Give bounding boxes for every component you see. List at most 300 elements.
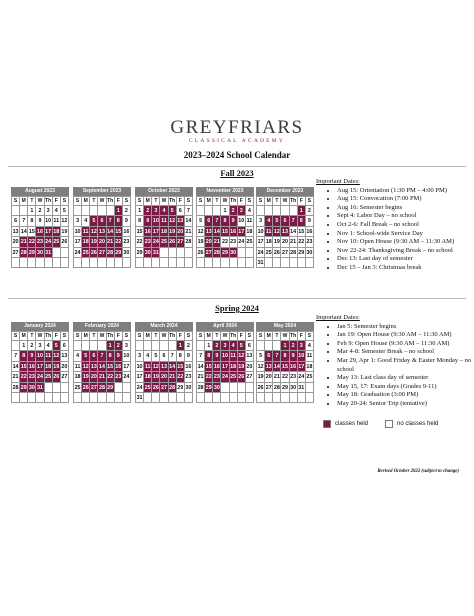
weekday-label: Th (107, 198, 114, 204)
weekday-label: Th (290, 198, 297, 204)
empty-cell (20, 206, 28, 216)
important-date-item: • Mar 29, Apr 1: Good Friday & Easter Monday – no school (337, 357, 474, 374)
day-cell: 19 (238, 362, 246, 372)
empty-cell (45, 258, 53, 268)
day-cell: 17 (123, 362, 131, 372)
day-cell: 25 (246, 237, 254, 247)
day-cell: 2 (290, 341, 298, 351)
day-cell: 6 (90, 351, 98, 361)
day-cell: 14 (290, 227, 298, 237)
empty-cell (290, 258, 298, 268)
month-header: March 2024 (135, 322, 193, 331)
month-grid (73, 331, 131, 403)
day-cell: 17 (136, 372, 144, 382)
empty-cell (20, 393, 28, 403)
empty-cell (306, 383, 314, 393)
day-cell: 20 (98, 237, 106, 247)
important-date-item: • May 13: Last class day of semester (337, 374, 474, 383)
day-cell: 8 (281, 351, 289, 361)
day-cell: 22 (205, 372, 213, 382)
month-calendar (73, 187, 131, 268)
day-cell: 4 (82, 216, 90, 226)
weekday-label: S (306, 332, 314, 341)
day-cell: 24 (238, 237, 246, 247)
day-cell: 27 (90, 383, 98, 393)
weekday-label: T (28, 197, 36, 206)
day-cell: 22 (177, 372, 185, 382)
empty-cell (197, 393, 205, 403)
day-cell: 17 (298, 362, 306, 372)
day-cell: 21 (107, 237, 115, 247)
day-cell: 16 (185, 362, 193, 372)
weekday-label: M (144, 197, 152, 206)
day-cell: 17 (257, 237, 265, 247)
month-header: December 2023 (256, 187, 314, 196)
important-date-item: • Aug 15: Orientation (1:30 PM – 4:00 PM) (337, 187, 454, 196)
day-cell: 18 (53, 227, 61, 237)
day-cell: 23 (230, 237, 238, 247)
empty-cell (281, 206, 289, 216)
day-cell: 13 (177, 216, 185, 226)
day-cell: 23 (306, 237, 314, 247)
day-cell: 30 (28, 383, 36, 393)
day-cell: 22 (20, 372, 28, 382)
month-grid (73, 196, 131, 268)
day-cell: 9 (115, 351, 123, 361)
day-cell: 30 (123, 248, 131, 258)
day-cell: 14 (20, 227, 28, 237)
empty-cell (90, 258, 98, 268)
day-cell: 5 (197, 216, 205, 226)
day-cell: 19 (61, 227, 69, 237)
month-header: May 2024 (256, 322, 314, 331)
day-cell: 11 (265, 227, 273, 237)
weekday-label: S (136, 332, 144, 341)
day-cell: 31 (257, 258, 265, 268)
day-cell: 26 (238, 372, 246, 382)
month-grid (11, 331, 69, 403)
weekday-label: S (123, 197, 131, 206)
weekday-label: T (213, 197, 221, 206)
day-cell: 6 (98, 216, 106, 226)
month-grid (135, 196, 193, 268)
legend-none-label: no classes held (397, 421, 439, 427)
empty-cell (123, 393, 131, 403)
empty-cell (273, 341, 281, 351)
weekday-label: T (213, 332, 221, 341)
day-cell: 13 (98, 227, 106, 237)
month-calendar (11, 322, 69, 403)
empty-cell (28, 258, 36, 268)
month-grid (256, 331, 314, 403)
day-cell: 26 (82, 383, 90, 393)
day-cell: 26 (53, 372, 61, 382)
day-cell: 23 (185, 372, 193, 382)
weekday-label: Th (169, 198, 176, 204)
empty-cell (213, 258, 221, 268)
day-cell: 29 (28, 248, 36, 258)
day-cell: 5 (53, 341, 61, 351)
empty-cell (12, 258, 20, 268)
day-cell: 13 (12, 227, 20, 237)
empty-cell (12, 206, 20, 216)
empty-cell (61, 248, 69, 258)
fall-title: Fall 2023 (220, 168, 254, 178)
empty-cell (160, 341, 168, 351)
day-cell: 20 (246, 362, 254, 372)
day-cell: 19 (152, 372, 160, 382)
day-cell: 18 (82, 237, 90, 247)
day-cell: 16 (115, 362, 123, 372)
day-cell: 11 (144, 362, 152, 372)
important-date-item: • Oct 2-6: Fall Break – no school (337, 221, 454, 230)
weekday-label: S (257, 332, 265, 341)
school-logo (0, 118, 474, 145)
day-cell: 19 (257, 372, 265, 382)
day-cell: 23 (144, 237, 152, 247)
day-cell: 28 (20, 248, 28, 258)
weekday-label: W (221, 197, 229, 206)
month-calendar (196, 187, 254, 268)
day-cell: 31 (45, 248, 53, 258)
day-cell: 24 (298, 372, 306, 382)
empty-cell (36, 258, 44, 268)
empty-cell (205, 393, 213, 403)
weekday-label: M (20, 197, 28, 206)
weekday-label: W (98, 197, 106, 206)
empty-cell (98, 258, 106, 268)
empty-cell (290, 393, 298, 403)
day-cell: 20 (177, 227, 185, 237)
important-date-item: • Nov 22-24: Thanksgiving Break – no school (337, 247, 454, 256)
day-cell: 25 (74, 383, 82, 393)
day-cell: 29 (177, 383, 185, 393)
day-cell: 7 (290, 216, 298, 226)
day-cell: 18 (230, 362, 238, 372)
fall-important-dates (316, 178, 454, 273)
day-cell: 18 (45, 362, 53, 372)
day-cell: 24 (152, 237, 160, 247)
day-cell: 9 (213, 351, 221, 361)
day-cell: 18 (306, 362, 314, 372)
empty-cell (230, 258, 238, 268)
day-cell: 24 (123, 372, 131, 382)
empty-cell (82, 206, 90, 216)
day-cell: 18 (74, 372, 82, 382)
empty-cell (197, 341, 205, 351)
day-cell: 12 (169, 216, 177, 226)
day-cell: 16 (36, 227, 44, 237)
day-cell: 5 (61, 206, 69, 216)
weekday-label: W (160, 332, 168, 341)
empty-cell (74, 341, 82, 351)
day-cell: 19 (53, 362, 61, 372)
day-cell: 26 (169, 237, 177, 247)
day-cell: 4 (230, 341, 238, 351)
day-cell: 23 (36, 237, 44, 247)
weekday-label: Th (230, 333, 237, 339)
empty-cell (12, 393, 20, 403)
empty-cell (115, 258, 123, 268)
empty-cell (221, 393, 229, 403)
weekday-label: S (197, 332, 205, 341)
weekday-label: S (136, 197, 144, 206)
day-cell: 4 (144, 351, 152, 361)
day-cell: 25 (144, 383, 152, 393)
day-cell: 28 (290, 248, 298, 258)
day-cell: 25 (160, 237, 168, 247)
empty-cell (115, 383, 123, 393)
day-cell: 21 (197, 372, 205, 382)
month-grid (135, 331, 193, 403)
day-cell: 16 (290, 362, 298, 372)
day-cell: 23 (290, 372, 298, 382)
day-cell: 29 (20, 383, 28, 393)
legend-none-swatch (385, 420, 393, 428)
weekday-label: F (238, 197, 246, 206)
day-cell: 29 (136, 248, 144, 258)
month-header: November 2023 (196, 187, 254, 196)
day-cell: 6 (265, 351, 273, 361)
important-date-item: • Aug 16: Semester begins (337, 204, 454, 213)
day-cell: 26 (61, 237, 69, 247)
weekday-label: F (115, 332, 123, 341)
important-date-item: • Aug 15: Convocation (7:00 PM) (337, 195, 454, 204)
empty-cell (197, 258, 205, 268)
empty-cell (45, 383, 53, 393)
empty-cell (144, 341, 152, 351)
day-cell: 16 (306, 227, 314, 237)
day-cell: 15 (28, 227, 36, 237)
empty-cell (82, 258, 90, 268)
empty-cell (230, 393, 238, 403)
day-cell: 19 (90, 237, 98, 247)
day-cell: 23 (123, 237, 131, 247)
weekday-label: S (246, 197, 254, 206)
month-calendar (135, 322, 193, 403)
day-cell: 8 (115, 216, 123, 226)
logo-subtitle: CLASSICAL ACADEMY (188, 138, 286, 144)
day-cell: 1 (205, 341, 213, 351)
day-cell: 14 (213, 227, 221, 237)
day-cell: 26 (197, 248, 205, 258)
spring-notes-list (316, 323, 474, 409)
day-cell: 9 (123, 216, 131, 226)
day-cell: 17 (238, 227, 246, 237)
day-cell: 20 (90, 372, 98, 382)
day-cell: 21 (273, 372, 281, 382)
day-cell: 10 (152, 216, 160, 226)
empty-cell (273, 393, 281, 403)
empty-cell (257, 206, 265, 216)
day-cell: 1 (28, 206, 36, 216)
day-cell: 25 (45, 372, 53, 382)
day-cell: 26 (257, 383, 265, 393)
day-cell: 10 (221, 351, 229, 361)
day-cell: 8 (20, 351, 28, 361)
weekday-label: T (90, 332, 98, 341)
day-cell: 30 (36, 248, 44, 258)
weekday-label: S (74, 197, 82, 206)
empty-cell (246, 248, 254, 258)
empty-cell (82, 393, 90, 403)
day-cell: 27 (98, 248, 106, 258)
weekday-label: W (160, 197, 168, 206)
empty-cell (177, 393, 185, 403)
day-cell: 24 (257, 248, 265, 258)
day-cell: 13 (61, 351, 69, 361)
day-cell: 15 (205, 362, 213, 372)
day-cell: 13 (281, 227, 289, 237)
weekday-label: F (177, 197, 185, 206)
day-cell: 9 (144, 216, 152, 226)
day-cell: 21 (20, 237, 28, 247)
weekday-label: S (185, 332, 193, 341)
day-cell: 29 (205, 383, 213, 393)
empty-cell (246, 393, 254, 403)
day-cell: 28 (213, 248, 221, 258)
empty-cell (265, 258, 273, 268)
day-cell: 4 (74, 351, 82, 361)
empty-cell (61, 258, 69, 268)
day-cell: 12 (273, 227, 281, 237)
empty-cell (107, 206, 115, 216)
day-cell: 6 (12, 216, 20, 226)
day-cell: 2 (185, 341, 193, 351)
important-date-item: • Jan 5: Semester begins (337, 323, 474, 332)
month-header: August 2023 (11, 187, 69, 196)
day-cell: 5 (257, 351, 265, 361)
day-cell: 22 (298, 237, 306, 247)
weekday-label: F (238, 332, 246, 341)
empty-cell (306, 393, 314, 403)
day-cell: 15 (136, 227, 144, 237)
day-cell: 3 (238, 206, 246, 216)
day-cell: 12 (82, 362, 90, 372)
day-cell: 9 (290, 351, 298, 361)
day-cell: 23 (213, 372, 221, 382)
empty-cell (238, 383, 246, 393)
empty-cell (273, 206, 281, 216)
weekday-label: M (205, 197, 213, 206)
month-header: September 2023 (73, 187, 131, 196)
day-cell: 2 (213, 341, 221, 351)
important-date-item: • Jan 19: Open House (9:30 AM – 11:30 AM) (337, 331, 474, 340)
day-cell: 19 (169, 227, 177, 237)
day-cell: 9 (28, 351, 36, 361)
day-cell: 31 (136, 393, 144, 403)
day-cell: 17 (221, 362, 229, 372)
weekday-label: M (20, 332, 28, 341)
day-cell: 24 (74, 248, 82, 258)
day-cell: 5 (169, 206, 177, 216)
day-cell: 28 (169, 383, 177, 393)
day-cell: 4 (160, 206, 168, 216)
day-cell: 2 (115, 341, 123, 351)
day-cell: 1 (221, 206, 229, 216)
day-cell: 14 (197, 362, 205, 372)
weekday-label: S (61, 332, 69, 341)
empty-cell (136, 258, 144, 268)
spring-title: Spring 2024 (215, 303, 259, 313)
empty-cell (213, 206, 221, 216)
day-cell: 8 (205, 351, 213, 361)
day-cell: 20 (281, 237, 289, 247)
weekday-label: F (53, 332, 61, 341)
empty-cell (144, 258, 152, 268)
day-cell: 17 (45, 227, 53, 237)
day-cell: 27 (61, 372, 69, 382)
weekday-label: W (36, 332, 44, 341)
day-cell: 11 (246, 216, 254, 226)
empty-cell (265, 393, 273, 403)
weekday-label: S (306, 197, 314, 206)
empty-cell (152, 393, 160, 403)
day-cell: 20 (12, 237, 20, 247)
important-date-item: • Nov 10: Open House (9:30 AM – 11:30 AM) (337, 238, 454, 247)
empty-cell (36, 393, 44, 403)
day-cell: 27 (160, 383, 168, 393)
weekday-label: M (144, 332, 152, 341)
day-cell: 4 (246, 206, 254, 216)
weekday-label: S (12, 197, 20, 206)
month-grid (196, 331, 254, 403)
day-cell: 23 (115, 372, 123, 382)
day-cell: 7 (197, 351, 205, 361)
day-cell: 15 (115, 227, 123, 237)
weekday-label: W (281, 197, 289, 206)
day-cell: 9 (230, 216, 238, 226)
day-cell: 25 (230, 372, 238, 382)
day-cell: 12 (197, 227, 205, 237)
empty-cell (144, 393, 152, 403)
day-cell: 29 (221, 248, 229, 258)
day-cell: 28 (185, 237, 193, 247)
weekday-label: M (82, 332, 90, 341)
day-cell: 7 (185, 206, 193, 216)
day-cell: 27 (246, 372, 254, 382)
day-cell: 11 (306, 351, 314, 361)
day-cell: 13 (265, 362, 273, 372)
day-cell: 29 (298, 248, 306, 258)
day-cell: 28 (197, 383, 205, 393)
empty-cell (98, 341, 106, 351)
weekday-label: T (28, 332, 36, 341)
day-cell: 30 (213, 383, 221, 393)
day-cell: 11 (230, 351, 238, 361)
empty-cell (177, 248, 185, 258)
day-cell: 29 (281, 383, 289, 393)
empty-cell (98, 393, 106, 403)
weekday-label: S (61, 197, 69, 206)
empty-cell (185, 248, 193, 258)
day-cell: 22 (281, 372, 289, 382)
day-cell: 8 (136, 216, 144, 226)
day-cell: 6 (281, 216, 289, 226)
spring-notes-title: Important Dates: (316, 314, 360, 321)
day-cell: 10 (257, 227, 265, 237)
day-cell: 15 (281, 362, 289, 372)
empty-cell (123, 383, 131, 393)
weekday-label: F (53, 197, 61, 206)
day-cell: 12 (61, 216, 69, 226)
weekday-label: S (74, 332, 82, 341)
empty-cell (115, 393, 123, 403)
day-cell: 16 (230, 227, 238, 237)
day-cell: 10 (123, 351, 131, 361)
day-cell: 6 (177, 206, 185, 216)
important-date-item: • May 20-24: Senior Trip (tentative) (337, 400, 474, 409)
